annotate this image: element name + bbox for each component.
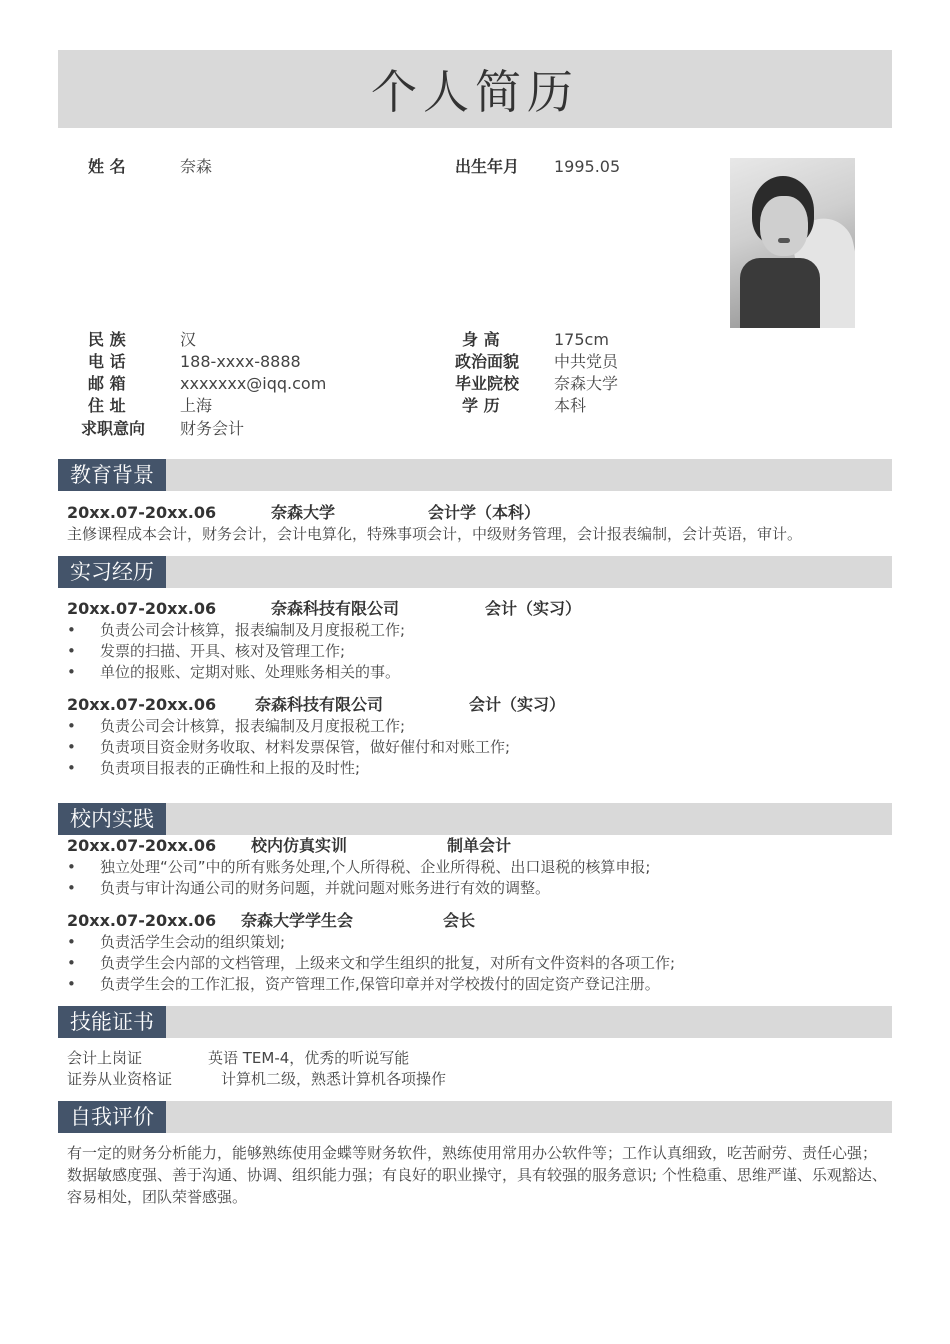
politics-value: 中共党员 bbox=[554, 352, 619, 371]
self-eval-heading: 自我评价 bbox=[58, 1101, 166, 1133]
internship-org: 奈森科技有限公司 bbox=[271, 599, 400, 618]
education-heading: 教育背景 bbox=[58, 459, 166, 491]
internship-role: 会计（实习） bbox=[485, 599, 582, 618]
internship-role: 会计（实习） bbox=[469, 695, 566, 714]
campus-role: 会长 bbox=[443, 911, 476, 930]
skill-cert: 会计上岗证 bbox=[67, 1049, 143, 1067]
politics-label: 政治面貌 bbox=[455, 352, 520, 371]
internship-period: 20xx.07-20xx.06 bbox=[67, 599, 217, 618]
birth-label: 出生年月 bbox=[455, 157, 520, 176]
self-eval-text: 有一定的财务分析能力，能够熟练使用金蝶等财务软件，熟练使用常用办公软件等；工作认真细致，吃苦耐劳、责任心强；数据敏感度强、善于沟通、协调、组织能力强；有良好的职业操守，具有较强的服务意识; 个性稳重、思维严谨、乐观豁达、容易相处，团队荣誉感强。 bbox=[67, 1144, 887, 1206]
campus-section-bar bbox=[58, 803, 892, 835]
degree-label: 学 历 bbox=[462, 396, 500, 415]
internship-org: 奈森科技有限公司 bbox=[255, 695, 384, 714]
education-major: 会计学（本科） bbox=[428, 503, 541, 522]
phone-value: 188-xxxx-8888 bbox=[180, 352, 301, 371]
ethnicity-label: 民 族 bbox=[88, 330, 126, 349]
campus-period: 20xx.07-20xx.06 bbox=[67, 911, 217, 930]
intent-value: 财务会计 bbox=[180, 419, 245, 438]
campus-org: 校内仿真实训 bbox=[251, 836, 348, 855]
education-period: 20xx.07-20xx.06 bbox=[67, 503, 217, 522]
skill-desc: 计算机二级，熟悉计算机各项操作 bbox=[221, 1070, 447, 1088]
email-value: xxxxxxx@iqq.com bbox=[180, 374, 327, 393]
ethnicity-value: 汉 bbox=[180, 330, 197, 349]
skills-heading: 技能证书 bbox=[58, 1006, 166, 1038]
email-label: 邮 箱 bbox=[88, 374, 126, 393]
phone-label: 电 话 bbox=[88, 352, 126, 371]
campus-heading: 校内实践 bbox=[58, 803, 166, 835]
intent-label: 求职意向 bbox=[81, 419, 146, 438]
campus-period: 20xx.07-20xx.06 bbox=[67, 836, 217, 855]
name-value: 奈森 bbox=[180, 157, 213, 176]
education-section-bar bbox=[58, 459, 892, 491]
resume-header bbox=[58, 50, 892, 128]
address-value: 上海 bbox=[180, 396, 213, 415]
self-eval-section-bar bbox=[58, 1101, 892, 1133]
address-label: 住 址 bbox=[88, 396, 126, 415]
campus-org: 奈森大学学生会 bbox=[241, 911, 354, 930]
profile-photo bbox=[730, 158, 855, 328]
degree-value: 本科 bbox=[554, 396, 587, 415]
education-school: 奈森大学 bbox=[271, 503, 336, 522]
internship-section-bar bbox=[58, 556, 892, 588]
internship-heading: 实习经历 bbox=[58, 556, 166, 588]
skills-section-bar bbox=[58, 1006, 892, 1038]
page-title: 个人简历 bbox=[371, 65, 579, 119]
height-value: 175cm bbox=[554, 330, 609, 349]
name-label: 姓 名 bbox=[88, 157, 126, 176]
internship-period: 20xx.07-20xx.06 bbox=[67, 695, 217, 714]
skill-desc: 英语 TEM-4，优秀的听说写能 bbox=[208, 1049, 410, 1067]
skill-cert: 证券从业资格证 bbox=[67, 1070, 173, 1088]
birth-value: 1995.05 bbox=[554, 157, 621, 176]
school-value: 奈森大学 bbox=[554, 374, 619, 393]
campus-role: 制单会计 bbox=[447, 836, 512, 855]
education-courses: 主修课程成本会计，财务会计，会计电算化，特殊事项会计，中级财务管理，会计报表编制，会计英语，审计。 bbox=[67, 525, 803, 543]
school-label: 毕业院校 bbox=[455, 374, 520, 393]
height-label: 身 高 bbox=[462, 330, 500, 349]
